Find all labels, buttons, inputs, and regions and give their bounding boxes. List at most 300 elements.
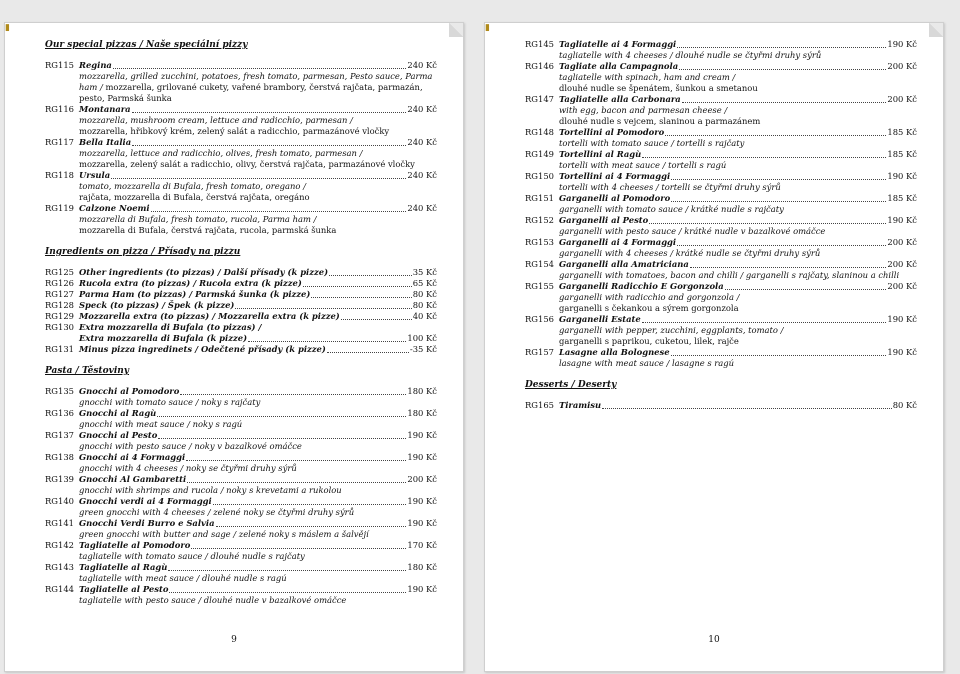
item-price: 190 Kč: [887, 215, 917, 225]
item-title-line: [79, 104, 437, 115]
item-body: [559, 39, 917, 61]
dot-leader: [725, 289, 887, 290]
dot-leader: [690, 267, 887, 268]
item-description-en: gnocchi with shrimps and rucola / noky s krevetami a rukolou: [79, 485, 342, 495]
item-price: 240 Kč: [407, 203, 437, 213]
dot-leader: [186, 460, 406, 461]
item-description-en: lasagne with meat sauce / lasagne s ragú: [559, 358, 735, 368]
item-code: RG125: [45, 267, 74, 277]
item-code: RG137: [45, 430, 74, 440]
item-title-line: [79, 452, 437, 463]
item-price: 190 Kč: [407, 452, 437, 462]
menu-item: [525, 237, 917, 259]
item-code: RG128: [45, 300, 74, 310]
item-description-en: tortelli with meat sauce / tortelli s ragú: [559, 160, 727, 170]
menu-item: [525, 127, 917, 149]
item-code: RG126: [45, 278, 74, 288]
item-title-line: [79, 322, 437, 333]
menu-item: [45, 430, 437, 452]
item-price: 240 Kč: [407, 60, 437, 70]
page-corner-icon: ▮: [485, 23, 490, 33]
item-body: [79, 60, 437, 104]
item-code: RG165: [525, 400, 554, 410]
right-page-content: [525, 39, 917, 411]
item-title-line: [79, 170, 437, 181]
item-description-en: garganelli with radicchio and gorgonzola /: [559, 292, 740, 302]
item-name: Garganelli alla Amatriciana: [559, 259, 689, 269]
dot-leader: [665, 135, 886, 136]
item-name: Tortellini ai 4 Formaggi: [559, 171, 671, 181]
item-description-en: green gnocchi with 4 cheeses / zelené noky se čtyřmi druhy sýrů: [79, 507, 355, 517]
item-code: RG141: [45, 518, 74, 528]
item-price: 35 Kč: [412, 267, 437, 277]
menu-item: [45, 584, 437, 606]
item-name: Tortellini al Pomodoro: [559, 127, 665, 137]
item-body: [79, 474, 437, 496]
item-title-line: [559, 39, 917, 50]
item-body: [79, 584, 437, 606]
item-name: Tagliatelle al Ragù: [79, 562, 168, 572]
item-body: [559, 94, 917, 127]
item-code: RG152: [525, 215, 554, 225]
item-title-line: [79, 203, 437, 214]
item-title-line: [559, 215, 917, 226]
menu-section: [525, 39, 917, 369]
item-code: RG117: [45, 137, 74, 147]
item-code: RG156: [525, 314, 554, 324]
item-name: Tagliatelle al Pesto: [79, 584, 169, 594]
item-code: RG129: [45, 311, 74, 321]
item-code: RG131: [45, 344, 74, 354]
item-code: RG138: [45, 452, 74, 462]
item-price: 185 Kč: [887, 127, 917, 137]
menu-item: [45, 289, 437, 300]
menu-item: [45, 386, 437, 408]
item-code: RG150: [525, 171, 554, 181]
dot-leader: [132, 145, 406, 146]
item-description-en: with egg, bacon and parmesan cheese /: [559, 105, 728, 115]
dot-leader: [677, 245, 886, 246]
section-heading: Pasta / Těstoviny: [45, 366, 130, 376]
dot-leader: [679, 69, 886, 70]
item-body: [559, 400, 917, 411]
item-description-cz: mozzarella, zelený salát a radicchio, olivy, čerstvá rajčata, parmazánové vločky: [79, 159, 415, 169]
item-body: [79, 300, 437, 311]
item-description-cz: mozzarella, grilované cukety, vařené brambory, čerstvá rajčata, parmazán, pesto, Parmská šunka: [79, 82, 423, 103]
menu-item: [525, 39, 917, 61]
item-body: [79, 386, 437, 408]
item-code: RG139: [45, 474, 74, 484]
dot-leader: [341, 319, 412, 320]
item-body: [79, 170, 437, 203]
item-body: [559, 314, 917, 347]
item-title-line: [559, 149, 917, 160]
item-description-en: garganelli with 4 cheeses / krátké nudle se čtyřmi druhy sýrů: [559, 248, 821, 258]
item-title-line: [559, 193, 917, 204]
menu-item: [525, 149, 917, 171]
menu-item: [525, 61, 917, 94]
item-title-line: [79, 300, 437, 311]
dot-leader: [682, 102, 887, 103]
item-description-en: garganelli with tomatoes, bacon and chilli / garganelli s rajčaty, slaninou a chilli: [559, 270, 900, 280]
item-title-line: [559, 259, 917, 270]
menu-item: [525, 94, 917, 127]
dot-leader: [111, 178, 406, 179]
item-name: Regina: [79, 60, 112, 70]
item-title-line: [79, 311, 437, 322]
item-price: 185 Kč: [887, 149, 917, 159]
item-description-en: tagliatelle with spinach, ham and cream /: [559, 72, 736, 82]
menu-item: [525, 259, 917, 281]
item-code: RG144: [45, 584, 74, 594]
item-code: RG146: [525, 61, 554, 71]
item-name: Gnocchi Al Gambaretti: [79, 474, 187, 484]
item-name: Garganelli Radicchio E Gorgonzola: [559, 281, 724, 291]
menu-section: [45, 246, 437, 355]
item-price: 190 Kč: [407, 496, 437, 506]
item-price: 180 Kč: [407, 386, 437, 396]
dot-leader: [180, 394, 406, 395]
item-name: Extra mozzarella di Bufala (k pizze): [79, 333, 248, 343]
item-price: 180 Kč: [407, 562, 437, 572]
item-title-line: [79, 60, 437, 71]
item-price: 185 Kč: [887, 193, 917, 203]
item-description-en: gnocchi with meat sauce / noky s ragú: [79, 419, 243, 429]
item-price: 40 Kč: [412, 311, 437, 321]
dot-leader: [671, 355, 887, 356]
menu-item: [525, 400, 917, 411]
item-description-cz: garganelli s paprikou, cuketou, lilek, rajče: [559, 336, 739, 346]
item-name: Montanara: [79, 104, 131, 114]
item-body: [79, 203, 437, 236]
item-price: 80 Kč: [892, 400, 917, 410]
item-body: [79, 311, 437, 322]
item-name: Gnocchi Verdi Burro e Salvia: [79, 518, 215, 528]
dot-leader: [168, 570, 406, 571]
item-body: [79, 496, 437, 518]
item-body: [79, 289, 437, 300]
item-price: 190 Kč: [407, 518, 437, 528]
item-description-en: mozzarella, mushroom cream, lettuce and radicchio, parmesan /: [79, 115, 353, 125]
menu-item: [45, 344, 437, 355]
item-title-line: [559, 171, 917, 182]
item-description-en: tortelli with tomato sauce / tortelli s rajčaty: [559, 138, 745, 148]
item-code: RG143: [45, 562, 74, 572]
page-corner-icon: ▮: [5, 23, 10, 33]
item-name: Garganelli al Pesto: [559, 215, 649, 225]
item-body: [559, 347, 917, 369]
dot-leader: [671, 179, 886, 180]
menu-item: [45, 60, 437, 104]
section-heading: Ingredients on pizza / Přísady na pizzu: [45, 247, 241, 257]
item-description-en: tortelli with 4 cheeses / tortelli se čtyřmi druhy sýrů: [559, 182, 781, 192]
item-description: [79, 71, 437, 104]
item-name: Tiramisu: [559, 400, 602, 410]
item-body: [559, 171, 917, 193]
item-body: [559, 149, 917, 171]
menu-item: [525, 193, 917, 215]
item-body: [559, 215, 917, 237]
section-heading: Our special pizzas / Naše speciální pizzy: [45, 40, 248, 50]
item-code: RG142: [45, 540, 74, 550]
item-description-en: garganelli with pepper, zucchini, eggplants, tomato /: [559, 325, 784, 335]
item-body: [79, 322, 437, 344]
item-price: 180 Kč: [407, 408, 437, 418]
item-description-en: tagliatelle with meat sauce / dlouhé nudle s ragú: [79, 573, 287, 583]
item-name: Speck (to pizzas) / Špek (k pizze): [79, 300, 235, 310]
item-description-en: mozzarella, lettuce and radicchio, olives, fresh tomato, parmesan /: [79, 148, 363, 158]
item-body: [79, 518, 437, 540]
item-name: Gnocchi ai 4 Formaggi: [79, 452, 186, 462]
item-price: 200 Kč: [887, 281, 917, 291]
menu-item: [45, 203, 437, 236]
item-body: [559, 193, 917, 215]
item-price: 240 Kč: [407, 137, 437, 147]
menu-item: [525, 314, 917, 347]
page-fold-icon: [449, 23, 463, 37]
item-body: [559, 259, 917, 281]
item-title-line: [559, 314, 917, 325]
item-body: [79, 267, 437, 278]
item-title-line: [79, 333, 437, 344]
menu-item: [525, 171, 917, 193]
dot-leader: [157, 416, 406, 417]
menu-item: [45, 496, 437, 518]
menu-item: [45, 474, 437, 496]
item-title-line: [79, 278, 437, 289]
item-description-cz: mozzarella, hřibkový krém, zelený salát a radicchio, parmazánové vločky: [79, 126, 390, 136]
item-description-en: garganelli with tomato sauce / krátké nudle s rajčaty: [559, 204, 784, 214]
item-name: Tagliatelle alla Carbonara: [559, 94, 681, 104]
item-title-line: [559, 94, 917, 105]
item-title-line: [79, 474, 437, 485]
item-body: [79, 344, 437, 355]
menu-item: [45, 137, 437, 170]
item-name: Gnocchi al Ragù: [79, 408, 157, 418]
menu-item: [525, 347, 917, 369]
menu-item: [45, 562, 437, 584]
menu-item: [45, 322, 437, 344]
item-price: 200 Kč: [887, 259, 917, 269]
item-code: RG127: [45, 289, 74, 299]
dot-leader: [303, 286, 412, 287]
item-description-en: gnocchi with 4 cheeses / noky se čtyřmi druhy sýrů: [79, 463, 297, 473]
item-price: 190 Kč: [887, 314, 917, 324]
item-price: -35 Kč: [409, 344, 437, 354]
item-price: 200 Kč: [887, 94, 917, 104]
item-description-en: tagliatelle with tomato sauce / dlouhé nudle s rajčaty: [79, 551, 305, 561]
item-title-line: [559, 237, 917, 248]
dot-leader: [169, 592, 406, 593]
item-price: 100 Kč: [407, 333, 437, 343]
item-name: Parma Ham (to pizzas) / Parmská šunka (k pizze): [79, 289, 311, 299]
item-title-line: [79, 386, 437, 397]
item-body: [79, 408, 437, 430]
item-name: Tagliatelle al Pomodoro: [79, 540, 191, 550]
section-heading: Desserts / Deserty: [525, 380, 617, 390]
item-body: [559, 61, 917, 94]
item-code: RG116: [45, 104, 74, 114]
dot-leader: [191, 548, 406, 549]
item-code: RG154: [525, 259, 554, 269]
dot-leader: [642, 322, 887, 323]
item-body: [559, 237, 917, 259]
item-code: RG149: [525, 149, 554, 159]
item-description-en: mozzarella di Bufala, fresh tomato, rucola, Parma ham /: [79, 214, 317, 224]
dot-leader: [213, 504, 407, 505]
item-description-en: tomato, mozzarella di Bufala, fresh tomato, oregano /: [79, 181, 306, 191]
item-title-line: [79, 518, 437, 529]
menu-item: [525, 215, 917, 237]
item-code: RG151: [525, 193, 554, 203]
item-title-line: [559, 61, 917, 72]
item-title-line: [79, 584, 437, 595]
item-code: RG135: [45, 386, 74, 396]
item-title-line: [79, 344, 437, 355]
dot-leader: [327, 352, 409, 353]
dot-leader: [151, 211, 407, 212]
dot-leader: [187, 482, 406, 483]
dot-leader: [158, 438, 406, 439]
item-code: RG115: [45, 60, 74, 70]
item-body: [79, 104, 437, 137]
section-spacer: [525, 369, 917, 379]
item-name: Rucola extra (to pizzas) / Rucola extra (k pizze): [79, 278, 302, 288]
dot-leader: [113, 68, 407, 69]
item-price: 190 Kč: [887, 171, 917, 181]
item-code: RG118: [45, 170, 74, 180]
item-price: 80 Kč: [412, 300, 437, 310]
menu-item: [45, 300, 437, 311]
item-title-line: [559, 127, 917, 138]
item-code: RG148: [525, 127, 554, 137]
menu-item: [45, 311, 437, 322]
item-code: RG140: [45, 496, 74, 506]
item-price: 200 Kč: [407, 474, 437, 484]
item-name: Minus pizza ingredinets / Odečtené přísady (k pizze): [79, 344, 326, 354]
item-price: 200 Kč: [887, 237, 917, 247]
item-title-line: [559, 281, 917, 292]
menu-item: [45, 408, 437, 430]
item-body: [559, 281, 917, 314]
item-name: Garganelli al Pomodoro: [559, 193, 671, 203]
item-description-en: gnocchi with tomato sauce / noky s rajčaty: [79, 397, 261, 407]
item-name: Gnocchi verdi ai 4 Formaggi: [79, 496, 212, 506]
item-description-en: gnocchi with pesto sauce / noky v bazalkové omáčce: [79, 441, 302, 451]
item-price: 80 Kč: [412, 289, 437, 299]
dot-leader: [216, 526, 407, 527]
item-code: RG119: [45, 203, 74, 213]
item-title-line: [79, 289, 437, 300]
page-fold-icon: [929, 23, 943, 37]
item-description-en: mozzarella, grilled zucchini, potatoes, fresh tomato, parmesan, Pesto sauce, Parma ham /: [79, 71, 433, 92]
item-name: Other ingredients (to pizzas) / Další přísady (k pizze): [79, 267, 329, 277]
item-price: 240 Kč: [407, 170, 437, 180]
item-title-line: [559, 347, 917, 358]
item-name: Bella Italia: [79, 137, 132, 147]
item-code: RG130: [45, 322, 74, 332]
item-name: Garganelli Estate: [559, 314, 641, 324]
item-body: [79, 540, 437, 562]
item-name: Tortellini al Ragù: [559, 149, 642, 159]
left-page-content: [45, 39, 437, 606]
item-name: Gnocchi al Pesto: [79, 430, 158, 440]
item-code: RG153: [525, 237, 554, 247]
item-description-en: tagliatelle with pesto sauce / dlouhé nudle v bazalkové omáčce: [79, 595, 347, 605]
section-spacer: [45, 236, 437, 246]
page-number: 9: [231, 635, 237, 645]
dot-leader: [671, 201, 886, 202]
menu-page-left: [4, 22, 464, 672]
item-name: Lasagne alla Bolognese: [559, 347, 670, 357]
menu-item: [45, 518, 437, 540]
item-description-en: green gnocchi with butter and sage / zelené noky s máslem a šalvějí: [79, 529, 369, 539]
item-name: Tagliatelle ai 4 Formaggi: [559, 39, 677, 49]
item-title-line: [79, 496, 437, 507]
item-name: Mozzarella extra (to pizzas) / Mozzarella extra (k pizze): [79, 311, 340, 321]
dot-leader: [248, 341, 406, 342]
item-price: 170 Kč: [407, 540, 437, 550]
item-description-cz: mozzarella di Bufala, čerstvá rajčata, rucola, parmská šunka: [79, 225, 337, 235]
menu-item: [45, 170, 437, 203]
item-code: RG155: [525, 281, 554, 291]
item-body: [79, 430, 437, 452]
dot-leader: [311, 297, 411, 298]
item-body: [79, 278, 437, 289]
page-number: 10: [708, 635, 720, 645]
item-description-cz: dlouhé nudle s vejcem, slaninou a parmazánem: [559, 116, 761, 126]
item-name: Extra mozzarella di Bufala (to pizzas) /: [79, 322, 262, 332]
menu-item: [45, 267, 437, 278]
item-body: [559, 127, 917, 149]
item-body: [79, 137, 437, 170]
dot-leader: [677, 47, 886, 48]
menu-section: [45, 39, 437, 236]
menu-item: [45, 540, 437, 562]
section-spacer: [45, 355, 437, 365]
item-price: 190 Kč: [407, 584, 437, 594]
item-name: Calzone Noemi: [79, 203, 150, 213]
dot-leader: [132, 112, 407, 113]
item-price: 200 Kč: [887, 61, 917, 71]
menu-section: [45, 365, 437, 606]
item-price: 240 Kč: [407, 104, 437, 114]
dot-leader: [649, 223, 886, 224]
menu-item: [45, 104, 437, 137]
item-description-en: tagliatelle with 4 cheeses / dlouhé nudle se čtyřmi druhy sýrů: [559, 50, 822, 60]
item-title-line: [559, 400, 917, 411]
dot-leader: [642, 157, 886, 158]
item-price: 190 Kč: [887, 39, 917, 49]
item-description-cz: garganelli s čekankou a sýrem gorgonzola: [559, 303, 739, 313]
item-title-line: [79, 562, 437, 573]
item-description-cz: dlouhé nudle se špenátem, šunkou a smetanou: [559, 83, 758, 93]
item-name: Tagliate alla Campagnola: [559, 61, 679, 71]
item-code: RG145: [525, 39, 554, 49]
dot-leader: [329, 275, 412, 276]
dot-leader: [602, 408, 892, 409]
item-title-line: [79, 540, 437, 551]
menu-page-right: [484, 22, 944, 672]
item-title-line: [79, 408, 437, 419]
item-price: 190 Kč: [407, 430, 437, 440]
item-price: 190 Kč: [887, 347, 917, 357]
item-title-line: [79, 267, 437, 278]
item-code: RG136: [45, 408, 74, 418]
menu-item: [525, 281, 917, 314]
item-name: Gnocchi al Pomodoro: [79, 386, 180, 396]
menu-item: [45, 278, 437, 289]
